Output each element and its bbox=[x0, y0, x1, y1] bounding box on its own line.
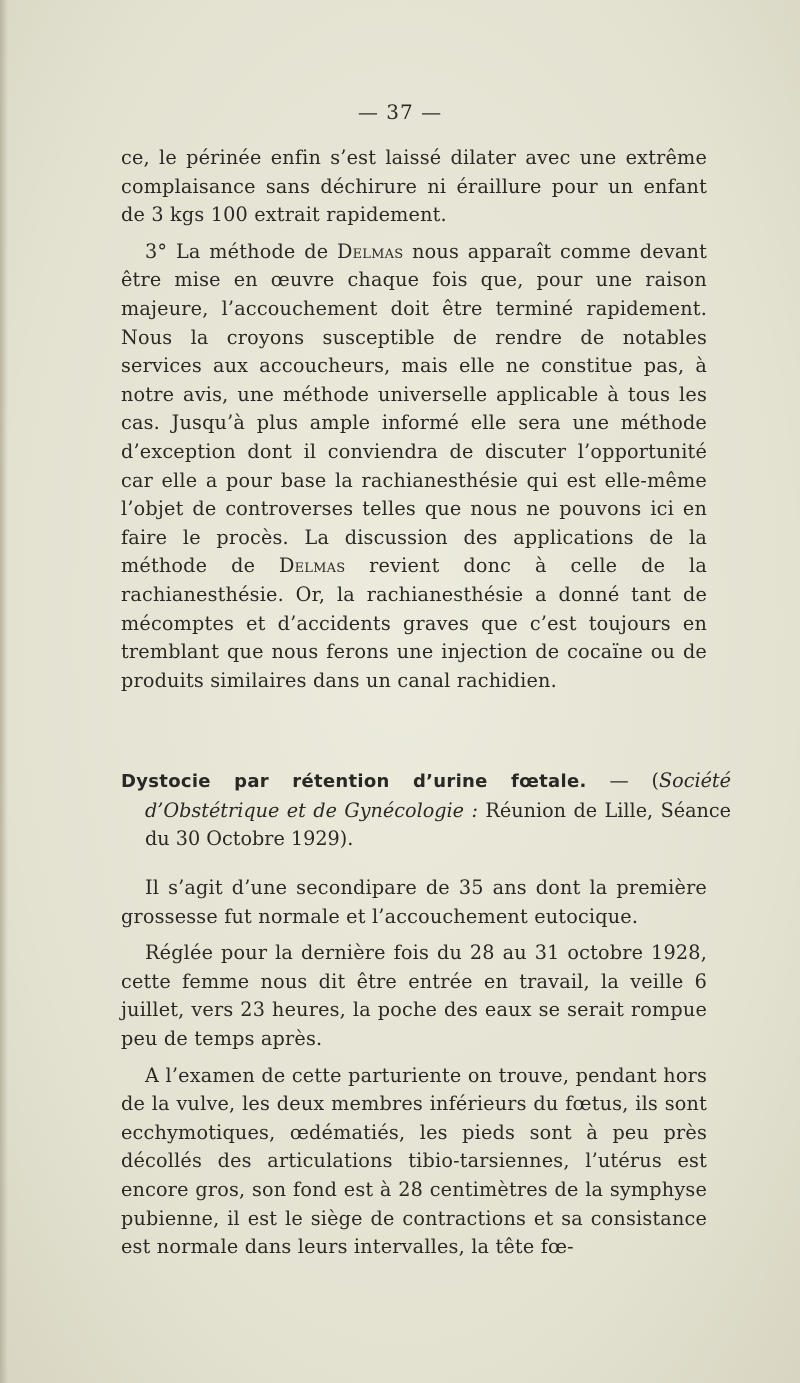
paragraph-examination: A l’examen de cette parturiente on trouve, pendant hors de la vulve, les deux membres inférieurs du fœtus, ils sont ecchymotiques, œdématiés, les pieds sont à peu près décollés des articulations tibio-tarsiennes, l’utérus est encore gros, son fond est à 28 centimètres de la symphyse pubienne, il est le siège de contractions et sa consistance est normale dans leurs intervalles, la tête fœ- bbox=[121, 1063, 707, 1259]
paragraph-middle: nous apparaît comme devant être mise en œuvre chaque fois que, pour une raison majeure, l’accouchement doit être terminé rapidement. Nous la croyons susceptible de rendre de notables services aux accoucheurs, mais elle ne constitue pas, à notre avis, une méthode universelle applicable à tous les cas. Jusqu’à plus ample informé elle sera une méthode d’exception dont il conviendra de discuter l’opportunité car elle a pour base la rachianesthésie qui est elle-même l’objet de controverses telles que nous ne pouvons ici en faire le procès. La discussion des applications de la méthode de bbox=[121, 239, 707, 578]
paragraph-gap bbox=[121, 1054, 707, 1062]
paragraph-continuation: ce, le périnée enfin s’est laissé dilater avec une extrême complaisance sans déchirure ni éraillure pour un enfant de 3 kgs 100 extrait rapidement. bbox=[121, 146, 707, 227]
paragraph-patient: Il s’agit d’une secondipare de 35 ans dont la première grossesse fut normale et l’accouchement eutocique. bbox=[121, 876, 707, 928]
article-source-society: Société d’Obstétrique et de Gynécologie : bbox=[145, 769, 731, 822]
paragraph-prefix: 3° La méthode de bbox=[145, 239, 338, 263]
case-report bbox=[121, 874, 707, 1262]
article-title: Dystocie par rétention d’urine fœtale. bbox=[121, 771, 587, 792]
article-dash: — ( bbox=[586, 769, 659, 792]
paragraph-gap bbox=[121, 230, 707, 238]
paragraph-gap bbox=[121, 931, 707, 939]
paragraph-method-delmas bbox=[121, 238, 707, 696]
page-number: — 37 — bbox=[357, 100, 443, 124]
article-source-meeting: Réunion de Lille, Séance du 30 Octobre 1929). bbox=[145, 798, 731, 851]
paragraph-history: Réglée pour la dernière fois du 28 au 31 octobre 1928, cette femme nous dit être entrée en travail, la veille 6 juillet, vers 23 heures, la poche des eaux se serait rompue peu de temps après. bbox=[121, 941, 707, 1050]
author-name-delmas: Delmas bbox=[337, 239, 404, 263]
section-continuation bbox=[121, 144, 707, 695]
article-heading bbox=[121, 767, 731, 854]
author-name-delmas-2: Delmas bbox=[279, 554, 346, 578]
paragraph-suffix: revient donc à celle de la rachianesthésie. Or, la rachianesthésie a donné tant de mécomptes et d’accidents graves que c’est toujours en tremblant que nous ferons une injection de cocaïne ou de produits similaires dans un canal rachidien. bbox=[121, 554, 708, 692]
